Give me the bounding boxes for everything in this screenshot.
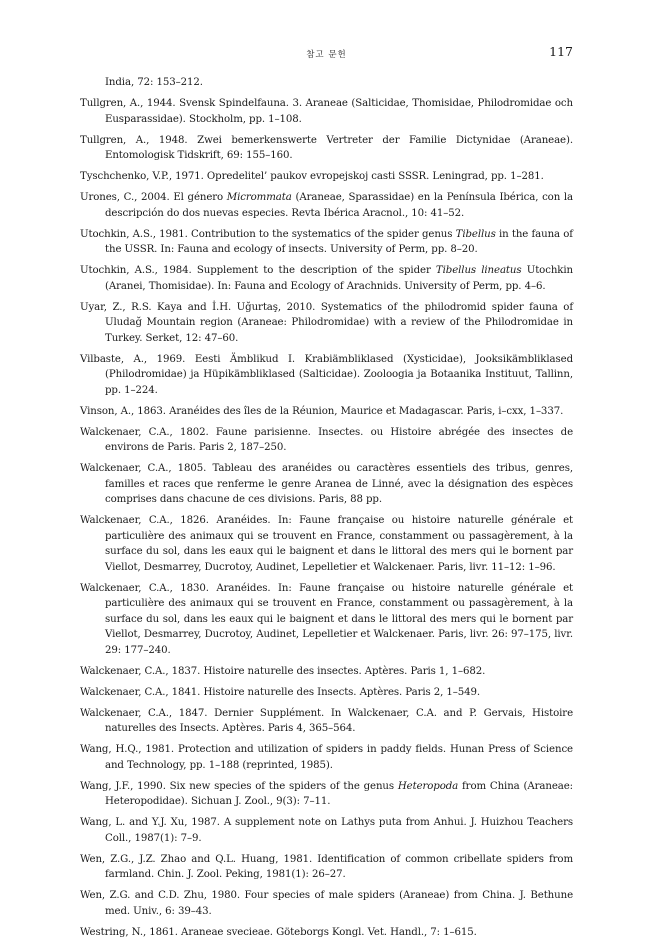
reference-entry-continued: India, 72: 153–212. <box>105 77 203 88</box>
reference-entry: Wen, Z.G., J.Z. Zhao and Q.L. Huang, 1981. Identification of common cribellate spiders from farmland. Chin. J. Zool. Peking, 1981(1): 26–27. <box>80 853 573 880</box>
reference-entry: Tullgren, A., 1944. Svensk Spindelfauna. 3. Araneae (Salticidae, Thomisidae, Philodromidae och Eusparassidae). Stockholm, pp. 1–108. <box>80 98 573 125</box>
reference-entry: Utochkin, A.S., 1981. Contribution to the systematics of the spider genus Tibellus in the fauna of the USSR. In: Fauna and ecology of insects. University of Perm, pp. 8–20. <box>80 228 573 255</box>
taxon-name: Micrommata <box>226 192 292 203</box>
reference-entry: Wang, H.Q., 1981. Protection and utilization of spiders in paddy fields. Hunan Press of Science and Technology, pp. 1–188 (reprinted, 1985). <box>80 744 573 771</box>
reference-entry: Westring, N., 1861. Araneae svecieae. Göteborgs Kongl. Vet. Handl., 7: 1–615. <box>80 926 477 938</box>
reference-entry: Wang, J.F., 1990. Six new species of the spiders of the genus Heteropoda from China (Araneae: Heteropodidae). Sichuan J. Zool., 9(3): 7–11. <box>80 780 573 807</box>
page-number: 117 <box>549 44 573 59</box>
reference-entry: Walckenaer, C.A., 1837. Histoire naturelle des insectes. Aptères. Paris 1, 1–682. <box>80 665 486 677</box>
reference-entry: Uyar, Z., R.S. Kaya and İ.H. Uğurtaş, 2010. Systematics of the philodromid spider fauna of Uludağ Mountain region (Araneae: Philodromidae) with a review of the Philodromidae in Turkey. Serket, 12: 47–60. <box>80 301 573 344</box>
reference-entry: Walckenaer, C.A., 1841. Histoire naturelle des Insects. Aptères. Paris 2, 1–549. <box>80 686 481 698</box>
reference-entry: Vinson, A., 1863. Aranéides des îles de la Réunion, Maurice et Madagascar. Paris, i–cxx, 1–337. <box>80 405 564 417</box>
reference-entry: Walckenaer, C.A., 1830. Aranéides. In: Faune française ou histoire naturelle générale et particulière des animaux qui se trouvent en France, constamment ou passagèrement, à la surface du sol, dans les eaux qui le baignent et dans le littoral des mers qui le bornent par Viellot, Desmarrey, Ducrotoy, Audinet, Lepelletier et Walckenaer. Paris, livr. 26: 97–175, livr. 29: 177–240. <box>80 582 573 656</box>
taxon-name: Heteropoda <box>397 780 459 792</box>
reference-entry: Walckenaer, C.A., 1802. Faune parisienne. Insectes. ou Histoire abrégée des insectes de environs de Paris. Paris 2, 187–250. <box>80 426 573 453</box>
reference-entry: Walckenaer, C.A., 1847. Dernier Supplément. In Walckenaer, C.A. and P. Gervais, Histoire naturelles des Insects. Aptères. Paris 4, 365–564. <box>80 707 573 734</box>
reference-entry: Vilbaste, A., 1969. Eesti Ämblikud I. Krabiämbliklased (Xysticidae), Jooksikämbliklased (Philodromidae) ja Hüpikämbliklased (Salticidae). Zooloogia ja Botaanika Instituut, Tallinn, pp. 1–224. <box>80 353 573 396</box>
reference-list <box>80 75 573 946</box>
page-header <box>80 44 573 64</box>
taxon-name: Tibellus <box>455 228 496 240</box>
reference-entry: Walckenaer, C.A., 1826. Aranéides. In: Faune française ou histoire naturelle générale et particulière des animaux qui se trouvent en France, constamment ou passagèrement, à la surface du sol, dans les eaux qui le baignent et dans le littoral des mers qui le bornent par Viellot, Desmarrey, Ducrotoy, Audinet, Lepelletier et Walckenaer. Paris, livr. 11–12: 1–96. <box>80 515 573 573</box>
running-title: 참고 문헌 <box>306 50 347 60</box>
reference-entry: Tullgren, A., 1948. Zwei bemerkenswerte Vertreter der Familie Dictynidae (Araneae). Entomologisk Tidskrift, 69: 155–160. <box>80 134 573 161</box>
taxon-name: Tibellus lineatus <box>435 265 522 276</box>
reference-entry: Urones, C., 2004. El género Micrommata (Araneae, Sparassidae) en la Península Ibérica, con la descripción do dos nuevas especies. Revta Ibérica Aracnol., 10: 41–52. <box>80 192 574 219</box>
reference-entry: Walckenaer, C.A., 1805. Tableau des aranéides ou caractères essentiels des tribus, genres, familles et races que renferme le genre Aranea de Linné, avec la désignation des espèces comprises dans chacune de ces divisions. Paris, 88 pp. <box>80 463 573 505</box>
reference-entry: Utochkin, A.S., 1984. Supplement to the description of the spider Tibellus lineatus Utochkin (Aranei, Thomisidae). In: Fauna and Ecology of Arachnids. University of Perm, pp. 4–6. <box>80 265 573 292</box>
reference-entry: Wang, L. and Y.J. Xu, 1987. A supplement note on Lathys puta from Anhui. J. Huizhou Teachers Coll., 1987(1): 7–9. <box>80 817 573 844</box>
reference-entry: Tyschchenko, V.P., 1971. Opredelitel’ paukov evropejskoj casti SSSR. Leningrad, pp. 1–281. <box>80 171 544 182</box>
reference-entry: Wen, Z.G. and C.D. Zhu, 1980. Four species of male spiders (Araneae) from China. J. Bethune med. Univ., 6: 39–43. <box>80 890 573 917</box>
